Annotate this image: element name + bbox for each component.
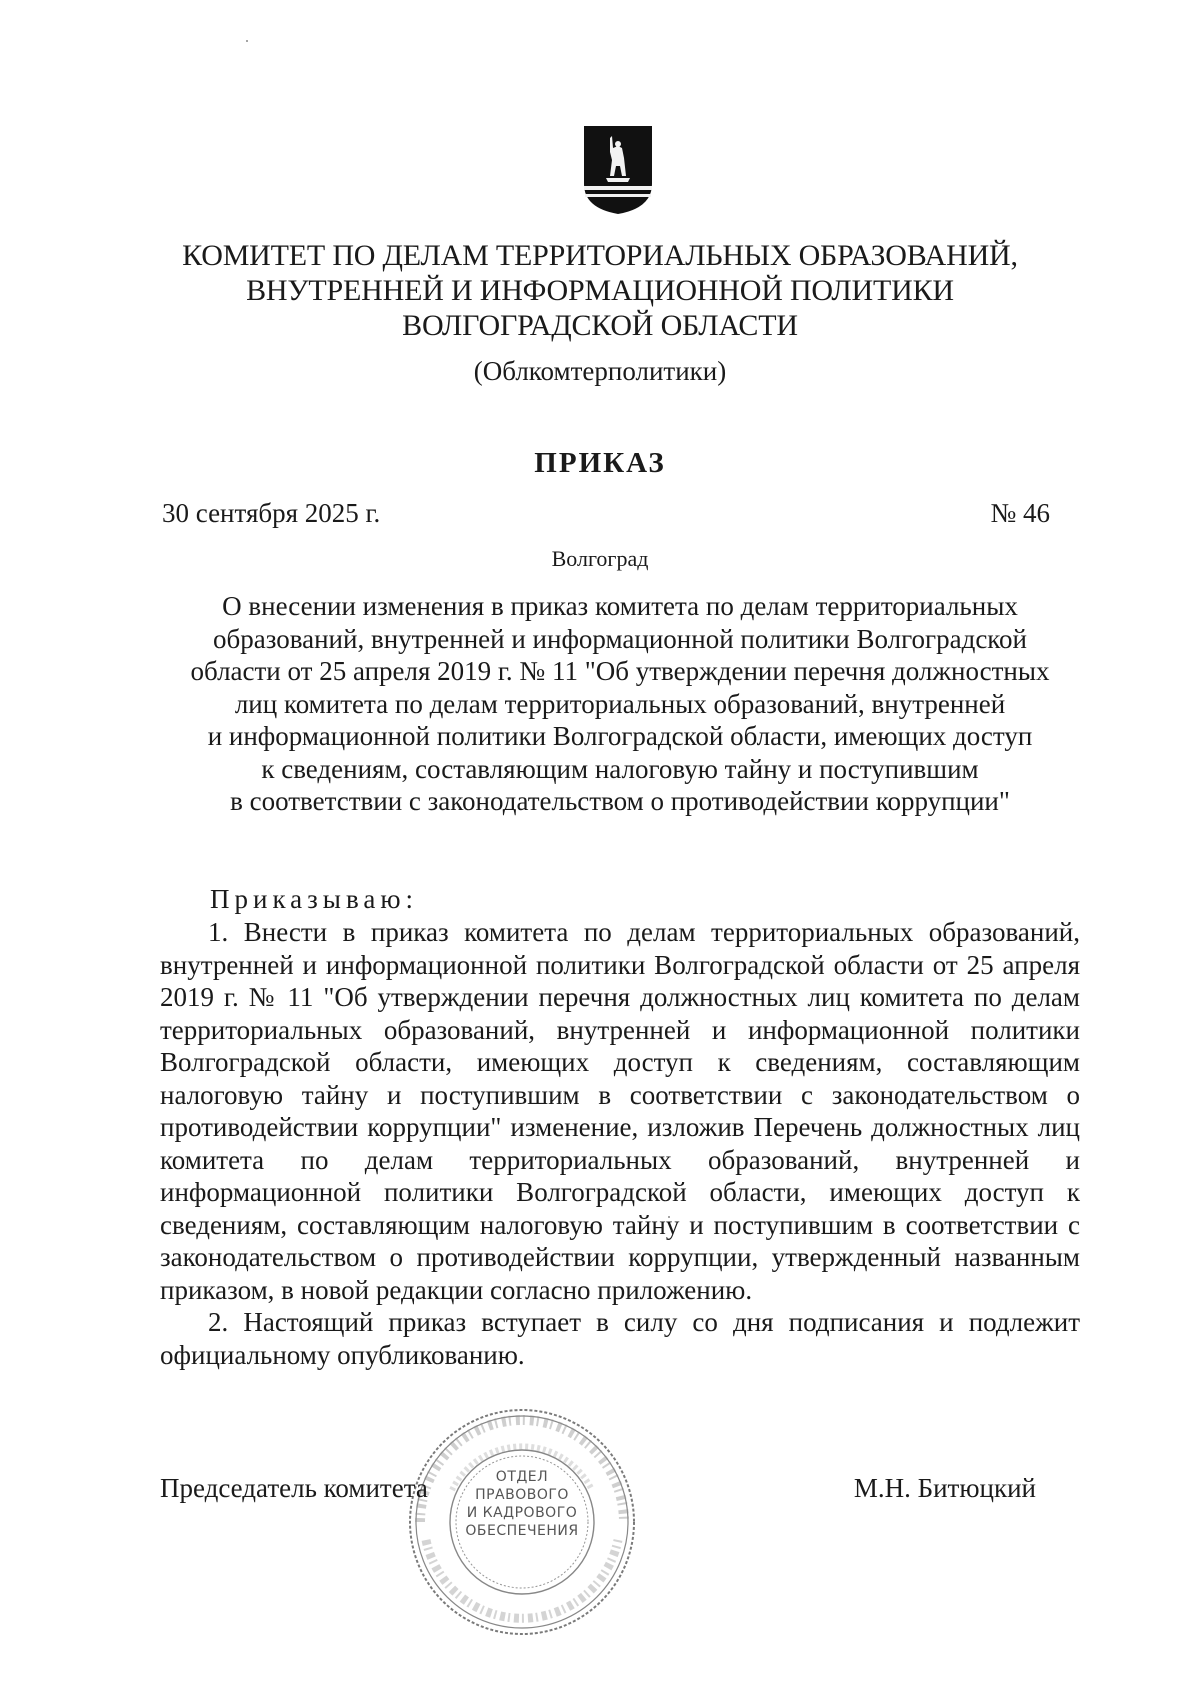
title-line: области от 25 апреля 2019 г. № 11 "Об утверждении перечня должностных [190, 656, 1050, 686]
committee-short-name: (Облкомтерполитики) [473, 356, 727, 386]
title-line: О внесении изменения в приказ комитета по делам территориальных [222, 591, 1018, 621]
committee-name-line: ВОЛГОГРАДСКОЙ ОБЛАСТИ [402, 309, 798, 342]
stamp-center-text [462, 1468, 582, 1540]
title-line: и информационной политики Волгоградской области, имеющих доступ [207, 721, 1033, 751]
document-date: 30 сентября 2025 г. [162, 498, 381, 528]
title-line: образований, внутренней и информационной политики Волгоградской [213, 623, 1027, 654]
scan-speck [246, 40, 248, 42]
stamp-line: ОТДЕЛ [495, 1469, 549, 1485]
body-paragraph-1: 1. Внести в приказ комитета по делам территориальных образований, внутренней и информационной политики Волгоградской области от 25 апреля 2019 г. № 11 "Об утверждении перечня должностных лиц комитета по делам территориальных образований, внутренней и информационной политики Волгоградской области, имеющих доступ к сведениям, составляющим налоговую тайну и поступившим в соответствии с законодательством о противодействии коррупции" изменение, изложив Перечень должностных лиц комитета по делам территориальных образований, внутренней и информационной политики Волгоградской области, имеющих доступ к сведениям, составляющим налоговую тайну и поступившим в соответствии с законодательством о противодействии коррупции, утвержденный названным приказом, в новой редакции согласно приложению. [160, 917, 1080, 1305]
document-number: № 46 [990, 498, 1050, 528]
title-line: в соответствии с законодательством о противодействии коррупции" [230, 786, 1010, 816]
signatory-position: Председатель комитета [160, 1473, 428, 1503]
signatory-name: М.Н. Битюцкий [853, 1473, 1036, 1503]
committee-name-line: КОМИТЕТ ПО ДЕЛАМ ТЕРРИТОРИАЛЬНЫХ ОБРАЗОВАНИЙ, [182, 239, 1018, 272]
document-body [160, 916, 1080, 1371]
stamp-line: ОБЕСПЕЧЕНИЯ [465, 1523, 579, 1539]
stamp-line: ПРАВОВОГО [475, 1487, 569, 1503]
document-city: Волгоград [551, 546, 649, 571]
order-word: Приказываю: [210, 884, 418, 914]
document-title [160, 590, 1080, 818]
committee-name-line: ВНУТРЕННЕЙ И ИНФОРМАЦИОННОЙ ПОЛИТИКИ [246, 274, 954, 307]
title-line: лиц комитета по делам территориальных образований, внутренней [234, 688, 1006, 719]
document-type: ПРИКАЗ [534, 447, 666, 479]
coat-of-arms-emblem-icon [582, 124, 654, 216]
stamp-line: И КАДРОВОГО [466, 1505, 578, 1521]
body-paragraph-2: 2. Настоящий приказ вступает в силу со дня подписания и подлежит официальному опубликованию. [160, 1307, 1080, 1370]
title-line: к сведениям, составляющим налоговую тайну и поступившим [261, 753, 979, 784]
committee-name [150, 238, 1050, 343]
